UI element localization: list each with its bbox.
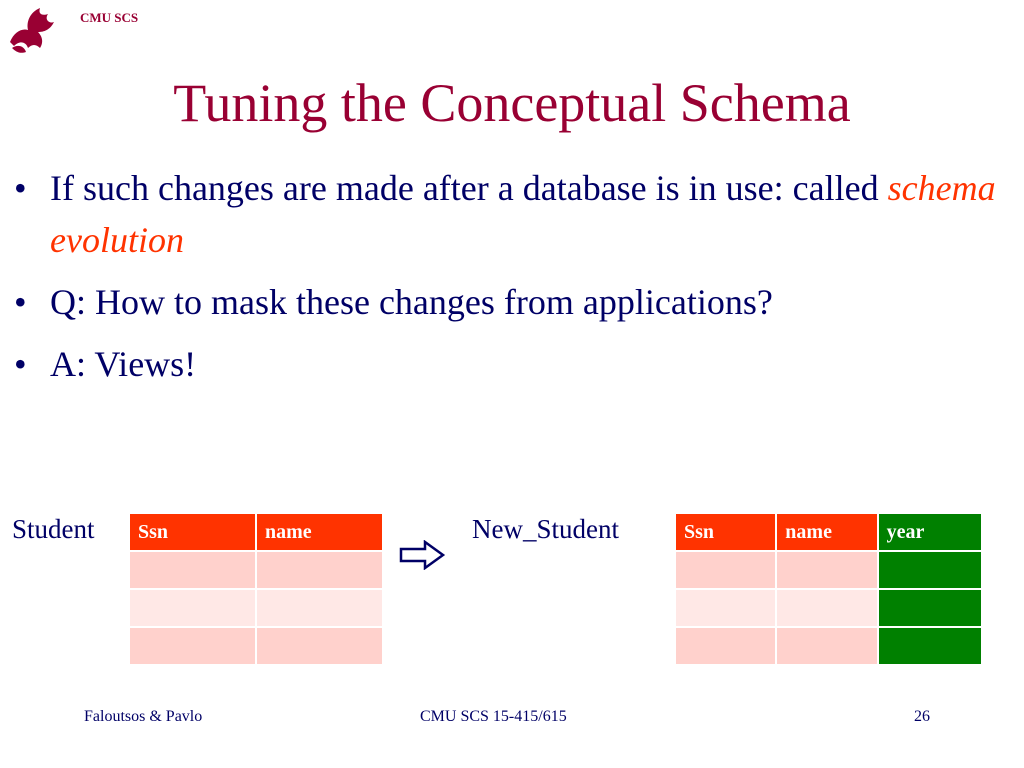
table-row [675,589,982,627]
bullet-item [12,276,1012,328]
table-cell [878,589,982,627]
table-header-row [675,513,982,551]
table-cell [675,627,776,665]
student-table-label: Student [12,514,95,544]
footer-course: CMU SCS 15-415/615 [420,708,567,725]
page-number: 26 [914,708,930,725]
bullet-text: A: Views! [50,344,197,384]
bullet-icon: • [14,168,27,208]
org-label: CMU SCS [80,10,139,25]
table-row [675,551,982,589]
bullet-emphasis: schema evolution [50,168,996,260]
table-cell [256,589,383,627]
table-cell [776,551,877,589]
column-header: Ssn [129,513,256,551]
new-student-table [674,512,983,666]
table-cell [129,627,256,665]
student-table [128,512,384,666]
griffin-logo-icon [4,2,60,58]
bullet-icon: • [14,344,27,384]
table-header-row [129,513,383,551]
table-cell [776,589,877,627]
slide-title: Tuning the Conceptual Schema [173,73,851,133]
bullet-list [12,162,1012,400]
table-cell [878,551,982,589]
table-cell [776,627,877,665]
table-cell [675,589,776,627]
bullet-icon: • [14,282,27,322]
table-cell [256,627,383,665]
column-header: name [776,513,877,551]
table-cell [878,627,982,665]
table-row [129,627,383,665]
footer-authors: Faloutsos & Pavlo [84,708,203,725]
column-header: name [256,513,383,551]
bullet-item [12,162,1012,266]
bullet-text: If such changes are made after a database is in use: called [50,168,888,208]
bullet-item [12,338,1012,390]
table-row [129,551,383,589]
table-row [129,589,383,627]
new-student-table-label: New_Student [472,514,619,544]
table-row [675,627,982,665]
bullet-text: Q: How to mask these changes from applications? [50,282,773,322]
table-cell [129,551,256,589]
table-cell [129,589,256,627]
column-header: year [878,513,982,551]
table-cell [256,551,383,589]
right-arrow-icon [398,540,446,570]
column-header: Ssn [675,513,776,551]
table-cell [675,551,776,589]
